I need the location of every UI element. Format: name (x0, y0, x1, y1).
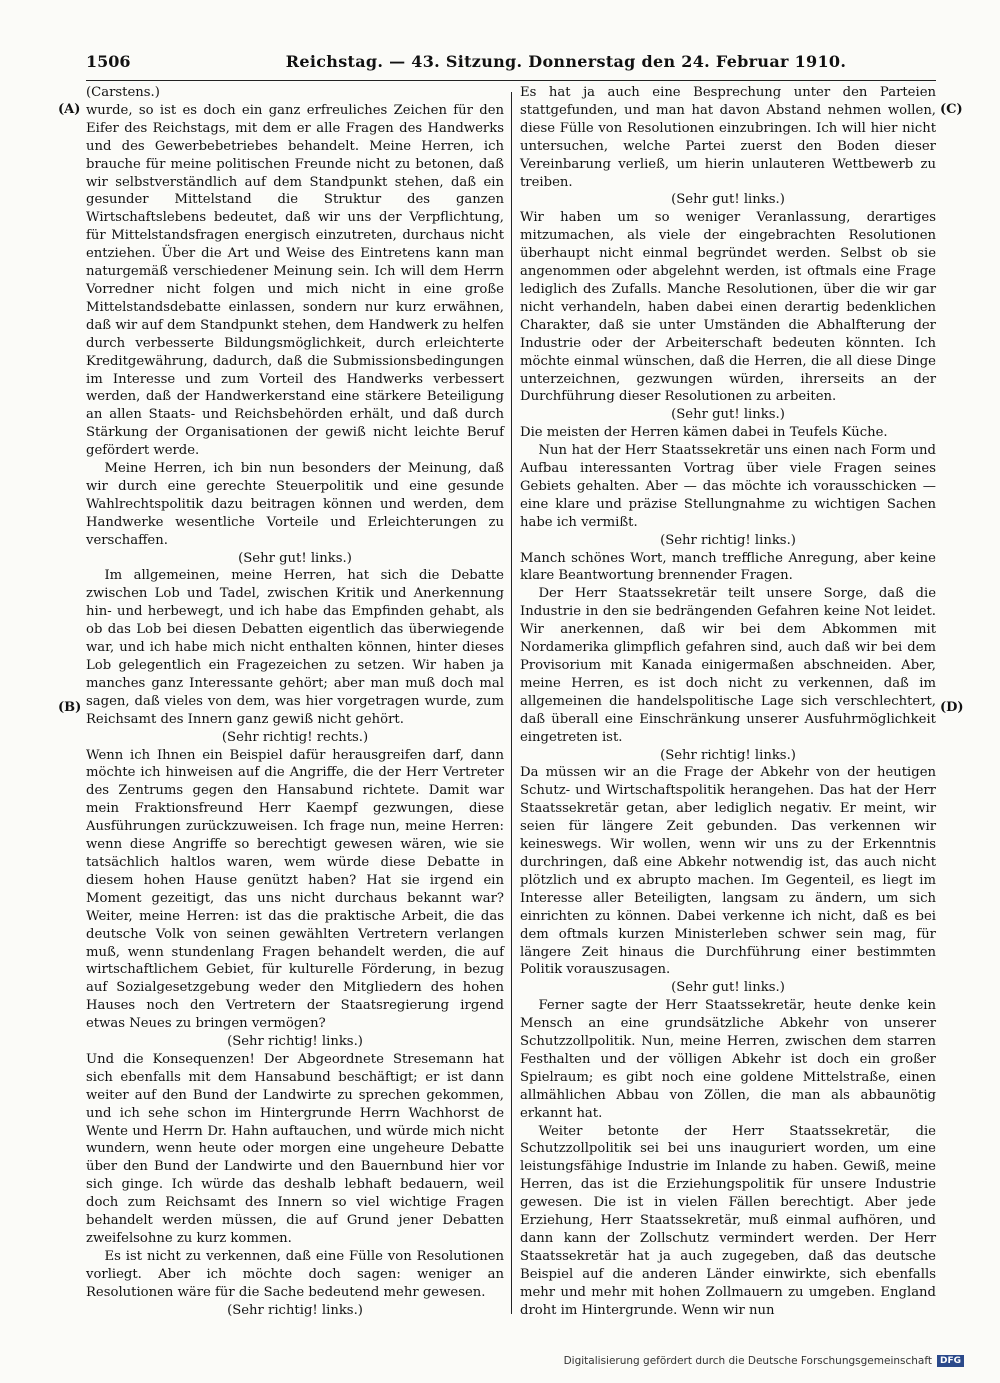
footer-credit (564, 1355, 964, 1367)
paragraph: Wir haben um so weniger Veranlassung, derartiges mitzumachen, als viele der eingebrachten Resolutionen überhaupt nicht einmal begründet werden. Selbst ob sie angenommen oder abgelehnt werden, ist oftmals eine Frage lediglich des Zufalls. Manche Resolutionen, über die wir gar nicht verhandeln, haben dabei einen derartig bedenklichen Charakter, daß sie unter Umständen die Abhalfterung der Industrie oder der Arbeiterschaft bedeuten könnten. Ich möchte einmal wünschen, daß die Herren, die all diese Dinge unterzeichnen, gezwungen würden, ihrerseits an der Durchführung dieser Resolutionen zu arbeiten. (520, 210, 936, 405)
paragraph: Ferner sagte der Herr Staatssekretär, heute denke kein Mensch an eine grundsätzliche Abkehr von unserer Schutzzollpolitik. Nun, meine Herren, zwischen dem starren Festhalten und der völligen Abkehr ist doch ein großer Spielraum; es gibt noch eine goldene Mittelstraße, einen allmählichen Abbau von Zöllen, die man als abbaunötig erkannt hat. (520, 998, 936, 1121)
right-column (520, 84, 936, 1320)
paragraph: wurde, so ist es doch ein ganz erfreuliches Zeichen für den Eifer des Reichstags, mit dem er alle Fragen des Handwerks und des Gewerbebetriebes behandelt. Meine Herren, ich brauche für meine politischen Freunde nicht zu betonen, daß wir selbstverständlich auf dem Standpunkt stehen, daß ein gesunder Mittelstand die Struktur des ganzen Wirtschaftslebens bedeutet, daß wir uns der Verpflichtung, für Mittelstandsfragen energisch einzutreten, durchaus nicht entziehen. Über die Art und Weise des Eintretens kann man naturgemäß verschiedener Meinung sein. Ich will dem Herrn Vorredner nicht folgen und mich nicht in eine große Mittelstandsdebatte einlassen, sondern nur kurz erwähnen, daß wir auf dem Standpunkt stehen, dem Handwerk zu helfen durch verbesserte Bildungsmöglichkeit, durch erleichterte Kreditgewährung, dadurch, daß die Submissionsbedingungen im Interesse und zum Vorteil des Handwerks verbessert werden, daß der Handwerkerstand eine stärkere Beteiligung an allen Staats- und Reichsbehörden erhält, und daß durch Stärkung der Organisationen der gewiß nicht leichte Beruf gefördert werde. (86, 102, 504, 459)
paragraph: Es hat ja auch eine Besprechung unter den Parteien stattgefunden, und man hat davon Abstand nehmen wollen, diese Fülle von Resolutionen einzubringen. Ich will hier nicht untersuchen, welche Partei zuerst den Boden dieser Vereinbarung verließ, um hierin unlauteren Wettbewerb zu treiben. (520, 85, 936, 190)
paragraph: Die meisten der Herren kämen dabei in Teufels Küche. (520, 425, 888, 441)
interjection: (Sehr richtig! links.) (660, 747, 796, 763)
interjection: (Sehr gut! links.) (671, 407, 785, 423)
interjection: (Sehr richtig! links.) (660, 532, 796, 548)
paragraph: Meine Herren, ich bin nun besonders der Meinung, daß wir durch eine gerechte Steuerpolitik und eine gesunde Wahlrechtspolitik dazu beitragen können und werden, dem Handwerke wesentliche Vorteile und Erleichterungen zu verschaffen. (86, 461, 504, 548)
running-title: Reichstag. — 43. Sitzung. Donnerstag den 24. Februar 1910. (285, 52, 847, 71)
margin-mark-a: (A) (58, 102, 81, 117)
paragraph: Der Herr Staatssekretär teilt unsere Sorge, daß die Industrie in den sie bedrängenden Gefahren keine Not leidet. Wir anerkennen, daß wir bei dem Abkommen mit Nordamerika glimpflich gefahren sind, auch daß wir bei dem Provisorium mit Kanada einigermaßen abschneiden. Aber, meine Herren, es ist doch nicht zu verkennen, daß im allgemeinen die handelspolitische Lage sich verschlechtert, daß überall eine Einschränkung unserer Ausfuhrmöglichkeit eingetreten ist. (520, 586, 936, 745)
dfg-logo: DFG (937, 1355, 964, 1367)
interjection: (Sehr gut! links.) (238, 550, 352, 566)
left-column (86, 84, 504, 1320)
column-divider (511, 92, 512, 1314)
page-header (86, 52, 936, 81)
interjection: (Sehr gut! links.) (671, 980, 785, 996)
interjection: (Sehr richtig! links.) (227, 1034, 363, 1050)
page-number: 1506 (86, 52, 131, 71)
interjection: (Sehr richtig! links.) (227, 1302, 363, 1318)
margin-mark-d: (D) (940, 700, 964, 715)
paragraph: Und die Konsequenzen! Der Abgeordnete Stresemann hat sich ebenfalls mit dem Hansabund beschäftigt; er ist dann weiter auf den Bund der Landwirte zu sprechen gekommen, und ich sehe schon im Hintergrunde Herrn Wachhorst de Wente und Herrn Dr. Hahn auftauchen, und würde mich nicht wundern, wenn heute oder morgen eine ungeheure Debatte über den Bund der Landwirte und den Bauernbund hier vor sich ginge. Ich würde das deshalb lebhaft bedauern, weil doch zum Reichsamt des Innern so viel wichtige Fragen behandelt werden müssen, die auf Grund jener Debatten zweifelsohne zu kurz kommen. (86, 1051, 504, 1246)
margin-mark-c: (C) (940, 102, 963, 117)
paragraph: Nun hat der Herr Staatssekretär uns einen nach Form und Aufbau interessanten Vortrag über viele Fragen seines Gebiets gehalten. Aber — das möchte ich vorausschicken — eine klare und präzise Stellungnahme zu wichtigen Sachen habe ich vermißt. (520, 443, 936, 530)
paragraph: Manch schönes Wort, manch treffliche Anregung, aber keine klare Beantwortung brennender Fragen. (520, 550, 936, 584)
paragraph: Wenn ich Ihnen ein Beispiel dafür herausgreifen darf, dann möchte ich hinweisen auf die Angriffe, die der Herr Vertreter des Zentrums gegen den Hansabund richtete. Damit war mein Fraktionsfreund Herr Kaempf gezwungen, diese Ausführungen zurückzuweisen. Ich frage nun, meine Herren: wenn diese Angriffe so berechtigt gewesen wären, wie sie tatsächlich haltlos waren, wem würde diese Debatte in diesem hohen Hause genützt haben? Hat sie irgend ein Moment gezeitigt, das uns nicht durchaus bekannt war? Weiter, meine Herren: ist das die praktische Arbeit, die das deutsche Volk von seinen gewählten Vertretern verlangen muß, wenn stundenlang Fragen behandelt werden, die auf wirtschaftlichem Gebiet, für kulturelle Förderung, in bezug auf Sozialgesetzgebung weder den Mitgliedern des hohen Hauses noch den Vertretern der Staatsregierung irgend etwas Neues zu bringen vermögen? (86, 747, 504, 1032)
margin-mark-b: (B) (58, 700, 82, 715)
paragraph: Weiter betonte der Herr Staatssekretär, die Schutzzollpolitik sei bei uns inauguriert worden, um eine leistungsfähige Industrie im Inlande zu haben. Gewiß, meine Herren, das ist die Erziehungspolitik für unsere Industrie gewesen. Die ist in vielen Fällen berechtigt. Aber jede Erziehung, Herr Staatssekretär, muß einmal aufhören, und dann kann der Zollschutz vermindert werden. Der Herr Staatssekretär hat ja auch zugegeben, daß das deutsche Beispiel auf die anderen Länder einwirkte, sich ebenfalls mehr und mehr mit hohen Zollmauern zu umgeben. England droht im Hintergrunde. Wenn wir nun (520, 1123, 936, 1318)
paragraph: Im allgemeinen, meine Herren, hat sich die Debatte zwischen Lob und Tadel, zwischen Kritik und Anerkennung hin- und herbewegt, und ich habe das Empfinden gehabt, als ob das Lob bei diesen Debatten eigentlich das überwiegende war, und ich habe mich nicht enthalten können, hinter dieses Lob gelegentlich ein Fragezeichen zu setzen. Wir haben ja manches ganz Interessante gehört; aber man muß doch mal sagen, daß vieles von dem, was hier vorgetragen wurde, zum Reichsamt des Innern ganz gewiß nicht gehört. (86, 568, 504, 727)
speaker-name: (Carstens.) (86, 85, 160, 100)
paragraph: Da müssen wir an die Frage der Abkehr von der heutigen Schutz- und Wirtschaftspolitik herangehen. Das hat der Herr Staatssekretär getan, aber lediglich negativ. Er meint, wir seien für längere Zeit gebunden. Das verkennen wir keineswegs. Wir wollen, wenn wir uns zu der Erkenntnis durchringen, daß eine Abkehr notwendig ist, das auch nicht plötzlich und ex abrupto machen. Im Gegenteil, es liegt im Interesse aller Beteiligten, langsam zu ändern, um sich einrichten zu können. Dabei verkenne ich nicht, daß es bei dem oftmals kurzen Ministerleben schwer sein mag, für längere Zeit hinaus die Durchführung einer bestimmten Politik vorauszusagen. (520, 765, 936, 978)
interjection: (Sehr gut! links.) (671, 192, 785, 208)
paragraph: Es ist nicht zu verkennen, daß eine Fülle von Resolutionen vorliegt. Aber ich möchte doch sagen: weniger an Resolutionen wäre für die Sache bedeutend mehr gewesen. (86, 1248, 504, 1300)
footer-text: Digitalisierung gefördert durch die Deutsche Forschungsgemeinschaft (563, 1355, 932, 1367)
interjection: (Sehr richtig! rechts.) (221, 729, 369, 745)
